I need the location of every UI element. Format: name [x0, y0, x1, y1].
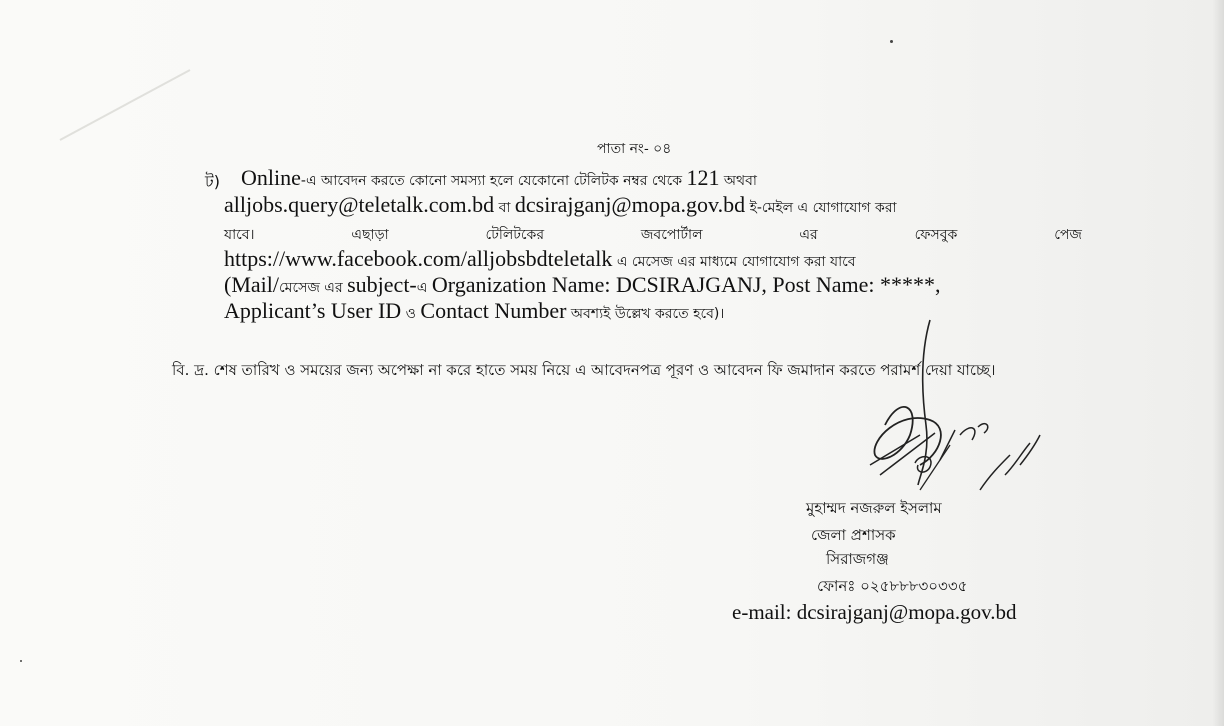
signer-title: জেলা প্রশাসক — [811, 526, 896, 544]
line3-word: পেজ — [1054, 227, 1082, 243]
line5-part: এ — [416, 280, 432, 296]
line3-word: এর — [799, 227, 818, 243]
online-word: Online — [241, 165, 301, 190]
line3-word: ফেসবুক — [914, 227, 958, 243]
scan-speck — [20, 660, 22, 662]
line6-part: অবশ্যই উল্লেখ করতে হবে)। — [566, 306, 725, 322]
line5-part: মেসেজ এর — [279, 280, 348, 296]
line3-word: এছাড়া — [351, 227, 389, 243]
line6-part: Applicant’s User ID — [224, 298, 402, 323]
or-word: বা — [494, 200, 515, 216]
item-line-1 — [241, 165, 757, 193]
item-line-6 — [224, 298, 724, 326]
helpline-number: 121 — [686, 165, 720, 190]
line1-tail: অথবা — [719, 173, 757, 189]
line1-text: -এ আবেদন করতে কোনো সমস্যা হলে যেকোনো টেলিটক নম্বর থেকে — [300, 173, 687, 189]
page-edge-shadow — [1212, 0, 1224, 726]
line6-part: Contact Number — [420, 298, 567, 323]
item-line-5 — [224, 272, 941, 300]
line4-tail: এ মেসেজ এর মাধ্যমে যোগাযোগ করা যাবে — [612, 254, 856, 270]
item-line-3 — [224, 223, 1082, 247]
signer-email[interactable]: e-mail: dcsirajganj@mopa.gov.bd — [732, 600, 1017, 624]
paper-fold-mark — [40, 30, 240, 150]
page-number: পাতা নং- ০৪ — [597, 141, 672, 157]
item-line-4 — [224, 246, 856, 274]
footnote-advice: বি. দ্র. শেষ তারিখ ও সময়ের জন্য অপেক্ষা না করে হাতে সময় নিয়ে এ আবেদনপত্র পূরণ ও আবেদন ফি জমাদান করতে পরামর্শ দেয়া যাচ্ছে। — [172, 361, 996, 379]
handwritten-signature — [860, 315, 1060, 505]
query-email-link[interactable]: alljobs.query@teletalk.com.bd — [224, 192, 495, 217]
line3-word: যাবে। — [224, 227, 255, 243]
line5-part: (Mail/ — [224, 272, 279, 297]
signer-name: মুহাম্মদ নজরুল ইসলাম — [806, 499, 942, 517]
line3-word: জবপোর্টাল — [640, 227, 703, 243]
facebook-page-link[interactable]: https://www.facebook.com/alljobsbdteletalk — [224, 246, 613, 271]
signer-district: সিরাজগঞ্জ — [826, 550, 889, 568]
item-line-2 — [224, 192, 897, 220]
line2-tail: ই-মেইল এ যোগাযোগ করা — [745, 200, 897, 216]
signer-phone: ফোনঃ ০২৫৮৮৮৩০৩৩৫ — [817, 577, 968, 595]
dc-email-link[interactable]: dcsirajganj@mopa.gov.bd — [514, 192, 746, 217]
scan-speck — [890, 40, 893, 43]
item-marker: ট) — [205, 172, 220, 191]
line5-part: subject- — [347, 272, 417, 297]
line6-part: ও — [401, 306, 421, 322]
line3-word: টেলিটকের — [485, 227, 545, 243]
organization-post-name: Organization Name: DCSIRAJGANJ, Post Name: *****, — [431, 272, 941, 297]
